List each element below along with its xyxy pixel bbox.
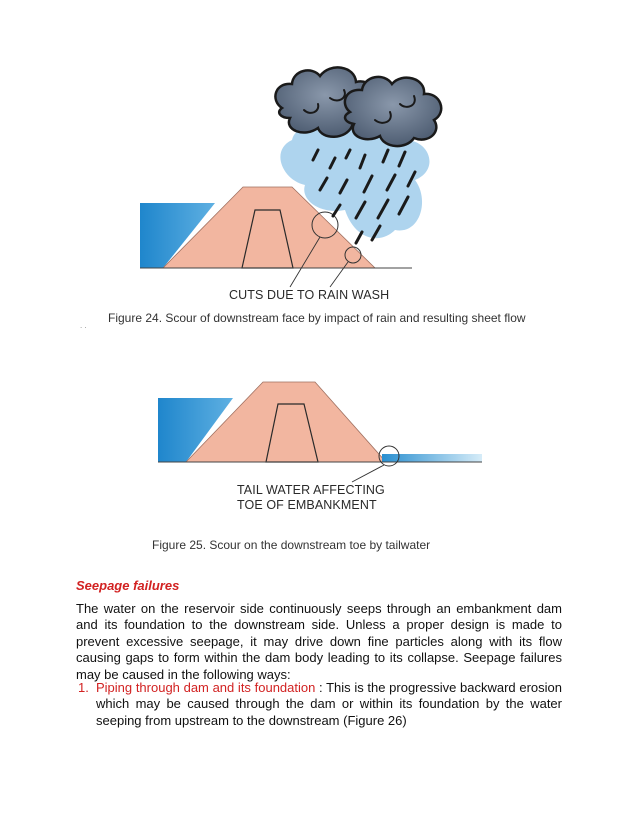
label-leader-25 — [352, 465, 384, 482]
figure-25-label-line1: TAIL WATER AFFECTING — [237, 483, 385, 497]
list-item — [78, 680, 562, 729]
tailwater — [382, 454, 482, 462]
list-term: Piping through dam and its foundation — [96, 680, 316, 695]
list-text: : This is the progressive backward erosion which may be caused through the dam or within its foundation by the water seeping from upstream to the downstream (Figure 26) — [96, 680, 562, 728]
list-number: 1. — [78, 680, 89, 695]
figure-25-label-line2: TOE OF EMBANKMENT — [237, 498, 377, 512]
section-paragraph: The water on the reservoir side continuously seeps through an embankment dam and its foundation to the downstream side. Unless a proper design is made to prevent excessive seepage, it may drive down fine particles along with its flow causing gaps to form within the dam body leading to its collapse. Seepage failures may be caused in the following ways: — [76, 601, 562, 682]
figure-24-caption: Figure 24. Scour of downstream face by impact of rain and resulting sheet flow — [108, 311, 526, 325]
stray-mark: . . — [80, 321, 87, 330]
figure-24-label: CUTS DUE TO RAIN WASH — [229, 288, 390, 302]
figure-25-caption: Figure 25. Scour on the downstream toe by tailwater — [152, 538, 431, 552]
section-title: Seepage failures — [76, 578, 180, 593]
embankment-body-25 — [186, 382, 386, 462]
